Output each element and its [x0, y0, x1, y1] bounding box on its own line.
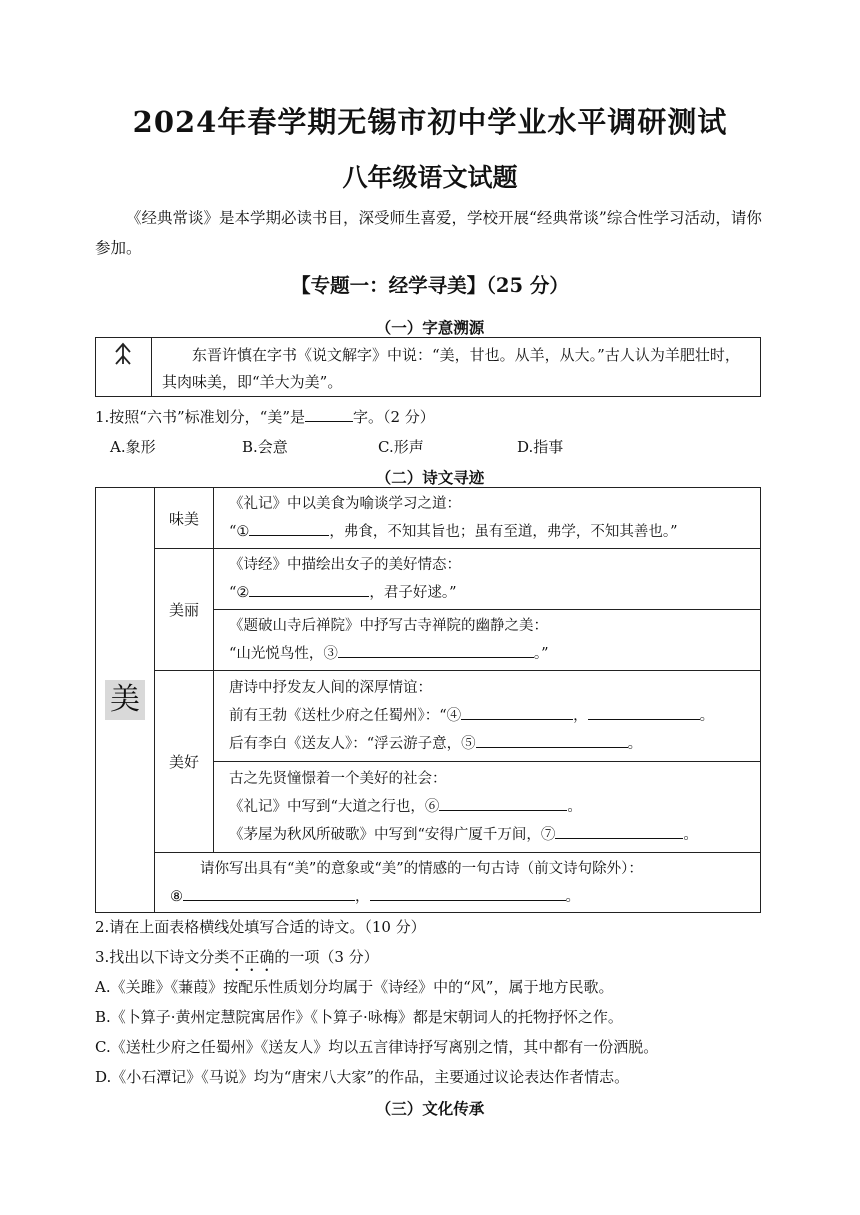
ancient-glyph-cell: [96, 338, 152, 396]
q3-option-d[interactable]: D.《小石潭记》《马说》均为“唐宋八大家”的作品，主要通过议论表达作者情志。: [95, 1068, 630, 1086]
meihao-cell-2: 古之先贤憧憬着一个美好的社会： 《礼记》中写到“大道之行也，⑥ 。 《茅屋为秋风所破歌》中写到“安得广厦千万间，⑦ 。: [214, 762, 761, 853]
mei-char-cell: [96, 488, 155, 913]
q3-option-c[interactable]: C.《送杜少府之任蜀州》《送友人》均以五言律诗抒写离别之情，其中都有一份洒脱。: [95, 1038, 659, 1056]
blank-3[interactable]: [338, 641, 534, 658]
meihao-cell-1: 唐诗中抒发友人间的深厚情谊： 前有王勃《送杜少府之任蜀州》：“④ ， 。 后有李白《送友人》：“浮云游子意，⑤ 。: [214, 671, 761, 762]
blank-8b[interactable]: [370, 884, 566, 901]
blank-4b[interactable]: [588, 703, 700, 720]
part1-heading: （一）字意溯源: [375, 319, 485, 337]
answer-blank[interactable]: [305, 405, 353, 422]
q1-option-a[interactable]: A.象形: [110, 438, 156, 456]
category-meihao: 美好: [155, 671, 214, 853]
exam-title: 2024年春学期无锡市初中学业水平调研测试: [132, 105, 728, 139]
question-3: 3.找出以下诗文分类不正确的一项（3 分）: [95, 948, 379, 966]
blank-8a[interactable]: [183, 884, 355, 901]
question-1: 1.按照“六书”标准划分，“美”是 字。（2 分）: [95, 404, 435, 430]
part2-heading: （二）诗文寻迹: [375, 469, 485, 487]
meili-cell-2: 《题破山寺后禅院》中抒写古寺禅院的幽静之美： “山光悦鸟性，③ 。”: [214, 610, 761, 671]
etymology-text: 东晋许慎在字书《说文解字》中说：“美，甘也。从羊，从大。”古人认为羊肥壮时，其肉味美，即“羊大为美”。: [162, 346, 740, 391]
blank-7[interactable]: [555, 822, 683, 839]
q3-option-b[interactable]: B.《卜算子·黄州定慧院寓居作》《卜算子·咏梅》都是宋朝词人的托物抒怀之作。: [95, 1008, 623, 1026]
topic1-heading: 【专题一：经学寻美】（25 分）: [291, 274, 569, 297]
exam-subtitle: 八年级语文试题: [342, 163, 518, 192]
question-2: 2.请在上面表格横线处填写合适的诗文。（10 分）: [95, 918, 426, 936]
etymology-box: [95, 337, 761, 397]
blank-4a[interactable]: [461, 703, 573, 720]
weimei-cell: 《礼记》中以美食为喻谈学习之道： “① ，弗食，不知其旨也；虽有至道，弗学，不知其善也。”: [214, 488, 761, 549]
ancient-mei-glyph-icon: [96, 338, 151, 396]
blank-5[interactable]: [476, 731, 628, 748]
blank-6[interactable]: [439, 794, 567, 811]
q3-option-a[interactable]: A.《关雎》《蒹葭》按配乐性质划分均属于《诗经》中的“风”，属于地方民歌。: [95, 978, 614, 996]
q1-option-c[interactable]: C.形声: [378, 438, 424, 456]
q1-option-d[interactable]: D.指事: [517, 438, 564, 456]
part3-heading: （三）文化传承: [375, 1100, 485, 1118]
extra-poem-cell: 请你写出具有“美”的意象或“美”的情感的一句古诗（前文诗句除外）： ⑧ ， 。: [155, 853, 761, 913]
blank-1[interactable]: [249, 519, 329, 536]
blank-2[interactable]: [249, 580, 369, 597]
poetry-table: [95, 487, 761, 913]
category-weimei: 味美: [155, 488, 214, 549]
meili-cell-1: 《诗经》中描绘出女子的美好情态： “② ，君子好逑。”: [214, 549, 761, 610]
intro-paragraph: 《经典常谈》是本学期必读书目，深受师生喜爱，学校开展“经典常谈”综合性学习活动，请你参加。: [95, 209, 762, 257]
emphasis-text: 不正确: [229, 948, 275, 966]
category-meili: 美丽: [155, 549, 214, 671]
q1-option-b[interactable]: B.会意: [242, 438, 288, 456]
mei-char: 美: [105, 680, 145, 720]
